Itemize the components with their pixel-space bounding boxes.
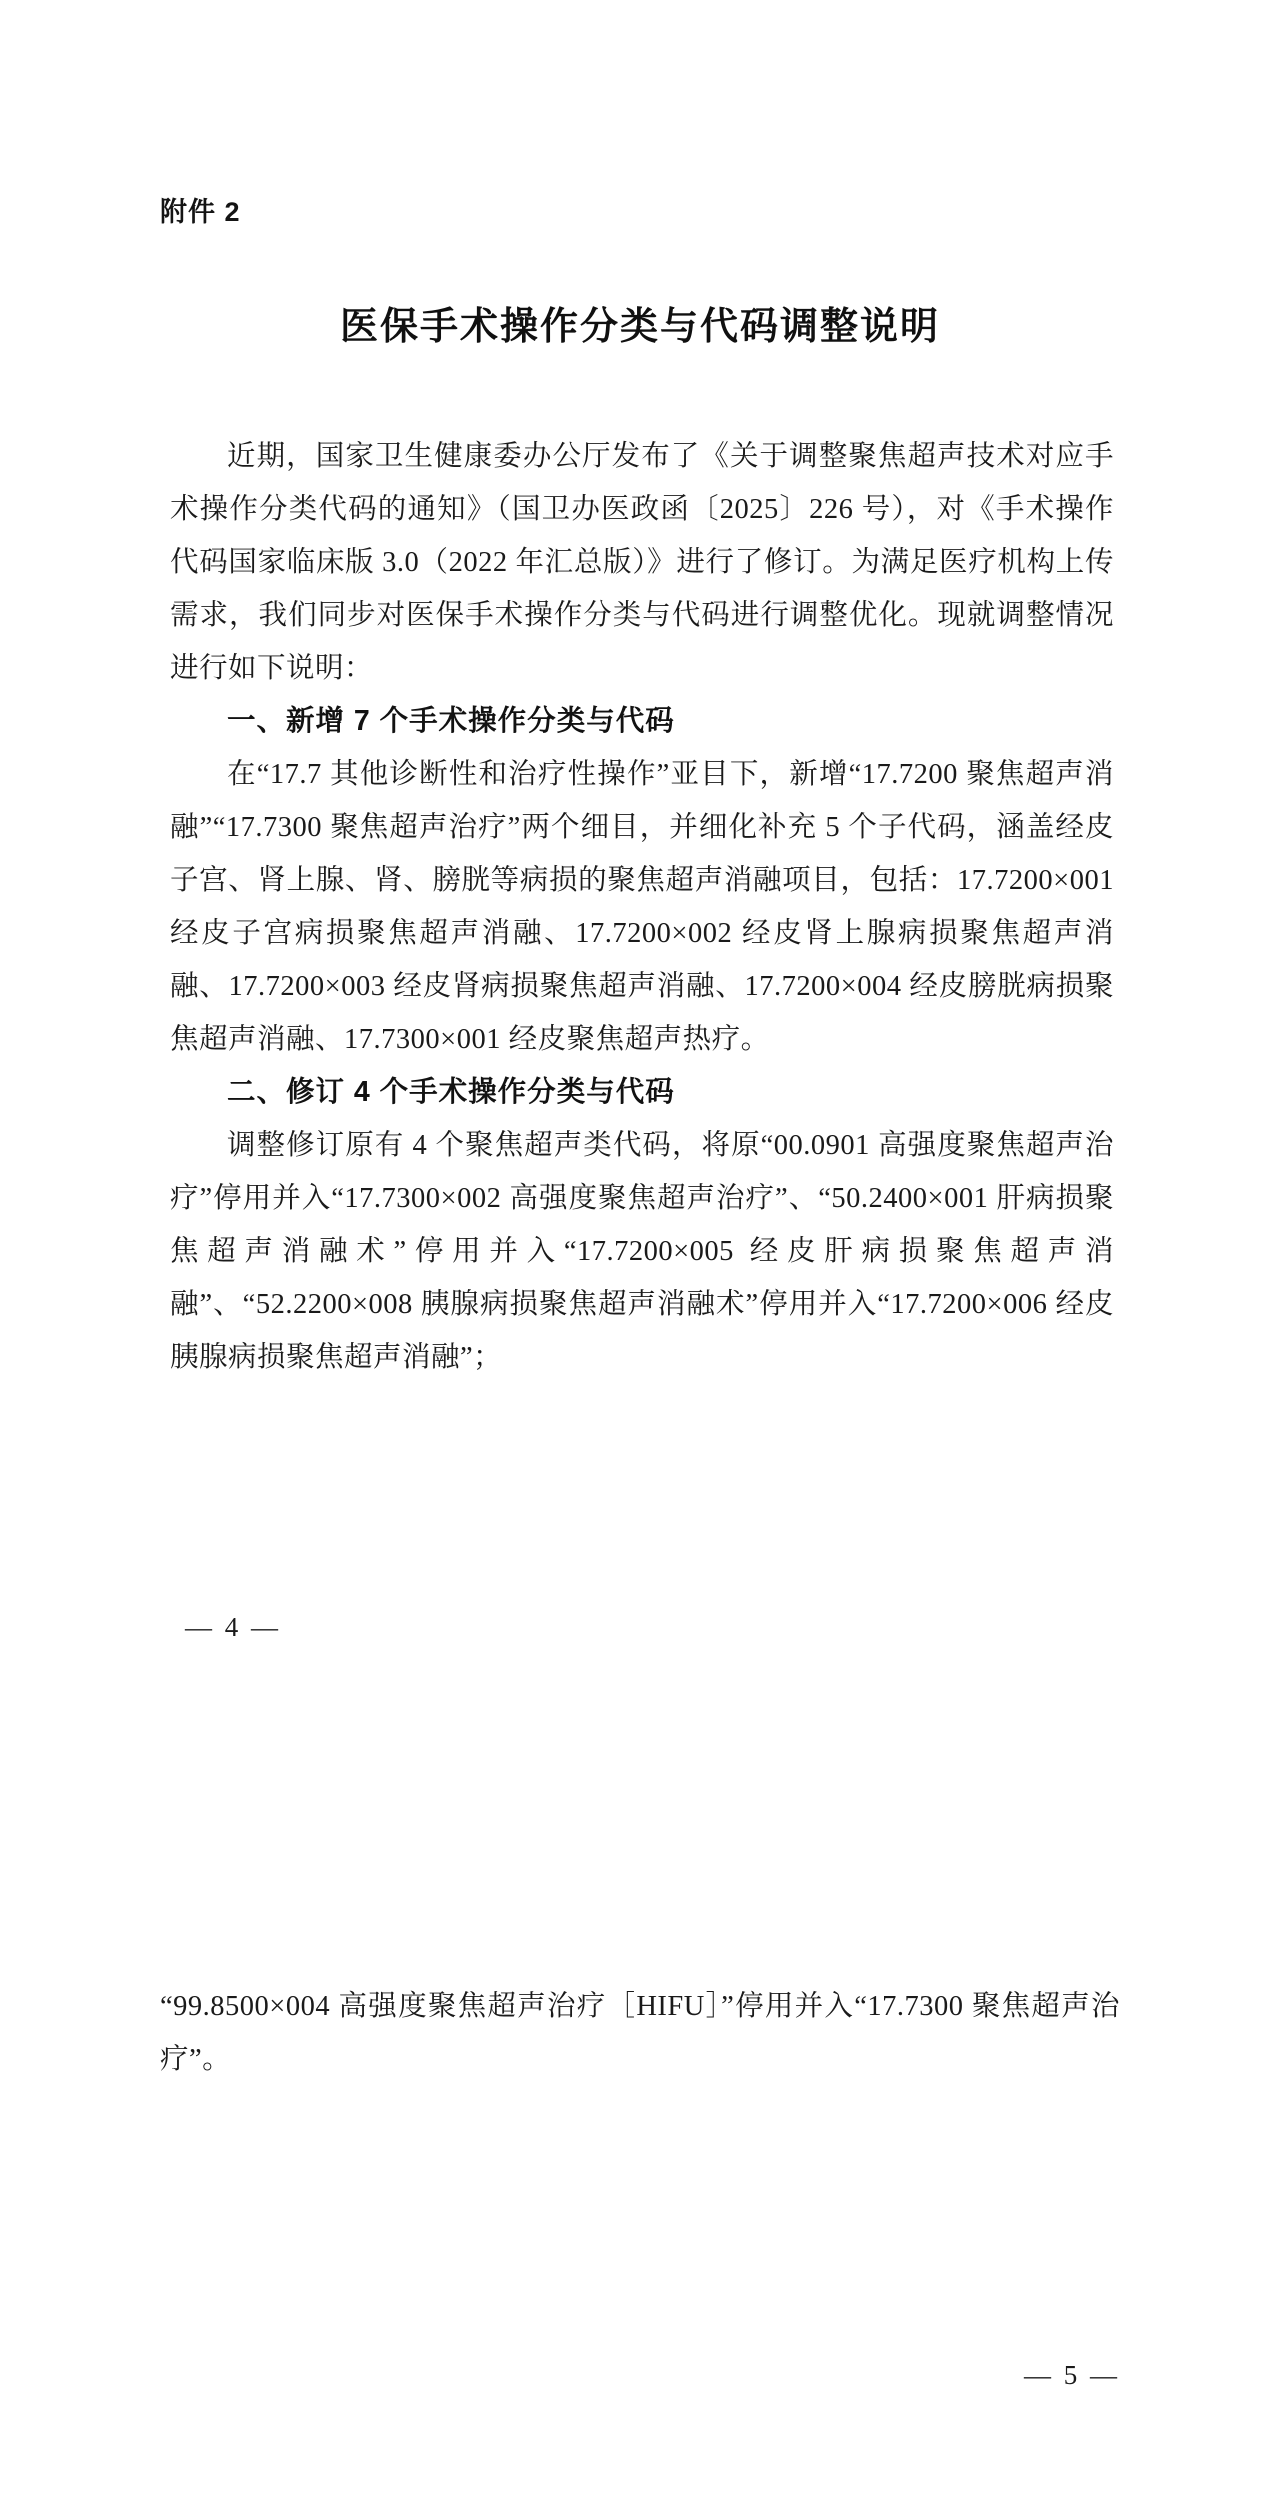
page-number-four: — 4 — xyxy=(185,1612,281,1642)
section-one-paragraph: 在“17.7 其他诊断性和治疗性操作”亚目下，新增“17.7200 聚焦超声消融”“17.7300 聚焦超声治疗”两个细目，并细化补充 5 个子代码，涵盖经皮子宫、肾上腺、肾、膀胱等病损的聚焦超声消融项目，包括：17.7200×001 经皮子宫病损聚焦超声消融、17.7200×002 经皮肾上腺病损聚焦超声消融、17.7200×003 经皮肾病损聚焦超声消融、17.7200×004 经皮膀胱病损聚焦超声消融、17.7300×001 经皮聚焦超声热疗。 xyxy=(170,759,1114,1055)
section-heading-two: 二、修订 4 个手术操作分类与代码 xyxy=(227,1076,675,1108)
section-two-paragraph: 调整修订原有 4 个聚焦超声类代码，将原“00.0901 高强度聚焦超声治疗”停用并入“17.7300×002 高强度聚焦超声治疗”、“50.2400×001 肝病损聚焦超声消融术”停用并入“17.7200×005 经皮肝病损聚焦超声消融”、“52.2200×008 胰腺病损聚焦超声消融术”停用并入“17.7200×006 经皮胰腺病损聚焦超声消融”； xyxy=(170,1130,1114,1373)
page-number-five: — 5 — xyxy=(1024,2360,1120,2390)
attachment-label: 附件 2 xyxy=(160,197,241,227)
continued-paragraph: “99.8500×004 高强度聚焦超声治疗［HIFU］”停用并入“17.7300 聚焦超声治疗”。 xyxy=(160,1991,1120,2075)
page-two-content xyxy=(160,1980,1120,2086)
section-heading-one: 一、新增 7 个手术操作分类与代码 xyxy=(227,705,675,737)
page-one-body xyxy=(170,430,1114,1384)
intro-paragraph: 近期，国家卫生健康委办公厅发布了《关于调整聚焦超声技术对应手术操作分类代码的通知》（国卫办医政函〔2025〕226 号），对《手术操作代码国家临床版 3.0（2022 年汇总版）》进行了修订。为满足医疗机构上传需求，我们同步对医保手术操作分类与代码进行调整优化。现就调整情况进行如下说明： xyxy=(170,441,1114,684)
page-title: 医保手术操作分类与代码调整说明 xyxy=(339,306,940,348)
